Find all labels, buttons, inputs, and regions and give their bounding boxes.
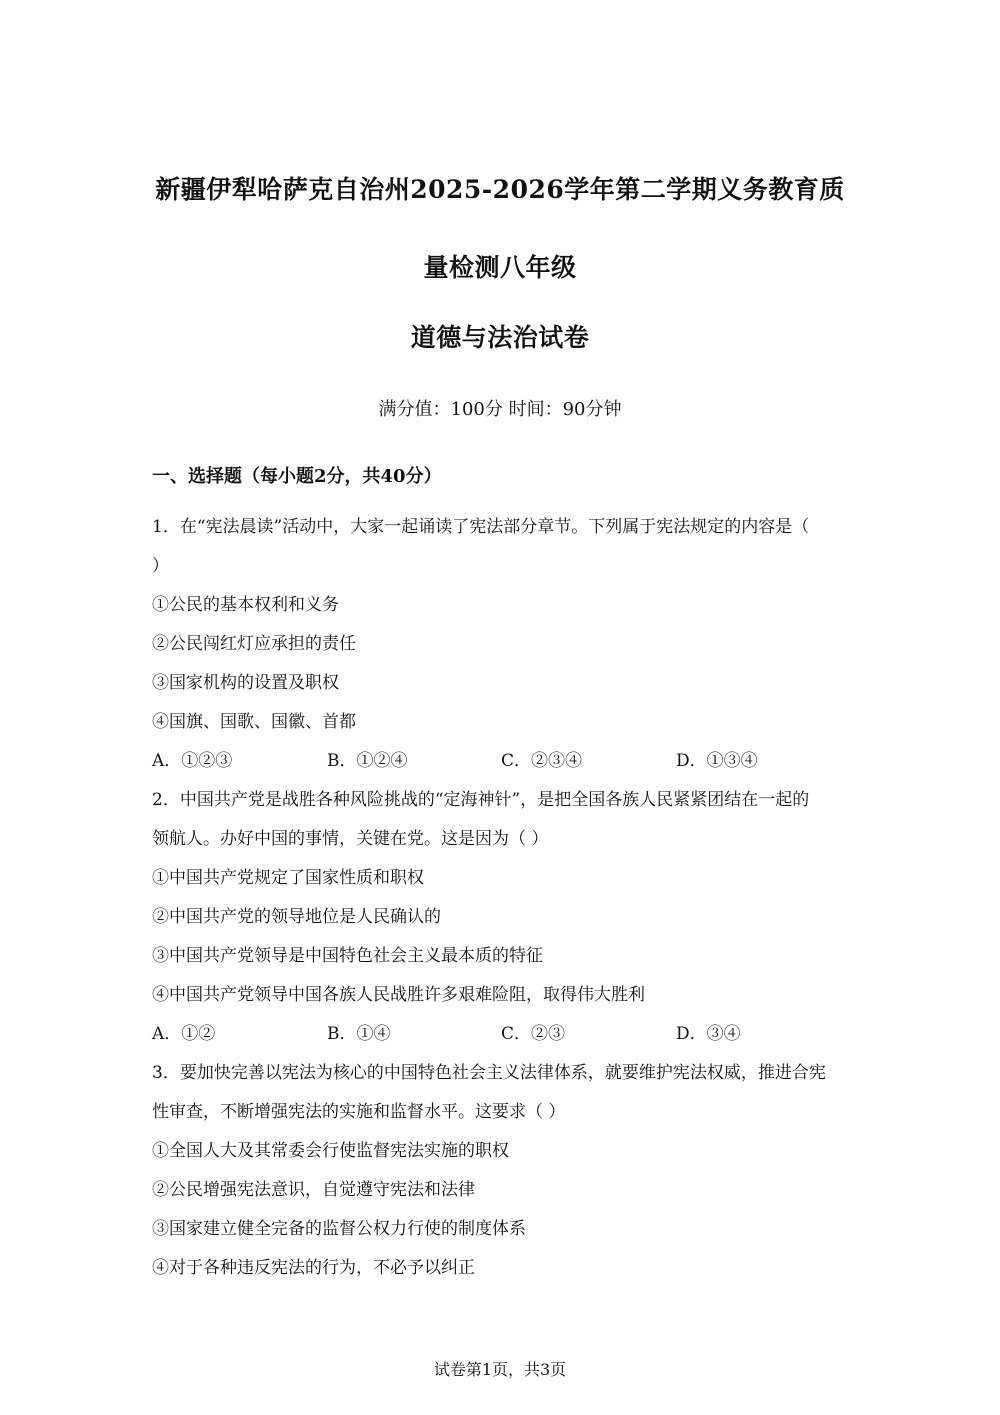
- question-2-item-3: ③中国共产党领导是中国特色社会主义最本质的特征: [152, 946, 543, 966]
- question-2-option-a[interactable]: A．①②: [152, 1024, 216, 1044]
- question-1-stem-line-1: 1．在“宪法晨读”活动中，大家一起诵读了宪法部分章节。下列属于宪法规定的内容是（: [152, 517, 810, 537]
- question-3-item-3: ③国家建立健全完备的监督公权力行使的制度体系: [152, 1219, 526, 1239]
- question-2-item-1: ①中国共产党规定了国家性质和职权: [152, 868, 424, 888]
- question-1-option-c[interactable]: C．②③④: [501, 751, 583, 771]
- question-3-item-2: ②公民增强宪法意识，自觉遵守宪法和法律: [152, 1180, 475, 1200]
- exam-subject-title: 道德与法治试卷: [410, 323, 590, 352]
- question-1-item-3: ③国家机构的设置及职权: [152, 673, 339, 693]
- question-1-option-a[interactable]: A．①②③: [152, 751, 233, 771]
- question-3-item-4: ④对于各种违反宪法的行为，不必予以纠正: [152, 1258, 475, 1278]
- question-2-option-b[interactable]: B．①④: [327, 1024, 391, 1044]
- question-2-stem-line-2: 领航人。办好中国的事情，关键在党。这是因为（ ）: [152, 829, 549, 849]
- question-1-option-b[interactable]: B．①②④: [327, 751, 408, 771]
- question-1-item-1: ①公民的基本权利和义务: [152, 595, 339, 615]
- question-2-option-c[interactable]: C．②③: [501, 1024, 566, 1044]
- question-2-item-4: ④中国共产党领导中国各族人民战胜许多艰难险阻，取得伟大胜利: [152, 985, 645, 1005]
- question-1-item-2: ②公民闯红灯应承担的责任: [152, 634, 356, 654]
- question-2-stem-line-1: 2．中国共产党是战胜各种风险挑战的“定海神针”，是把全国各族人民紧紧团结在一起的: [152, 790, 810, 810]
- question-2-option-d[interactable]: D．③④: [676, 1024, 741, 1044]
- question-1-option-d[interactable]: D．①③④: [676, 751, 758, 771]
- exam-title-line-1: 新疆伊犁哈萨克自治州2025-2026学年第二学期义务教育质: [155, 175, 845, 204]
- question-1-item-4: ④国旗、国歌、国徽、首都: [152, 712, 356, 732]
- question-1-stem-line-2: ）: [152, 556, 169, 576]
- question-2-item-2: ②中国共产党的领导地位是人民确认的: [152, 907, 441, 927]
- exam-meta-info: 满分值：100分 时间：90分钟: [378, 399, 622, 420]
- question-3-stem-line-2: 性审查，不断增强宪法的实施和监督水平。这要求（ ）: [152, 1102, 566, 1122]
- section-heading-choice: 一、选择题（每小题2分，共40分）: [152, 466, 442, 487]
- exam-title-line-2: 量检测八年级: [423, 253, 577, 282]
- question-3-item-1: ①全国人大及其常委会行使监督宪法实施的职权: [152, 1141, 509, 1161]
- question-3-stem-line-1: 3．要加快完善以宪法为核心的中国特色社会主义法律体系，就要维护宪法权威，推进合宪: [152, 1063, 826, 1083]
- page-footer: 试卷第1页，共3页: [433, 1360, 567, 1379]
